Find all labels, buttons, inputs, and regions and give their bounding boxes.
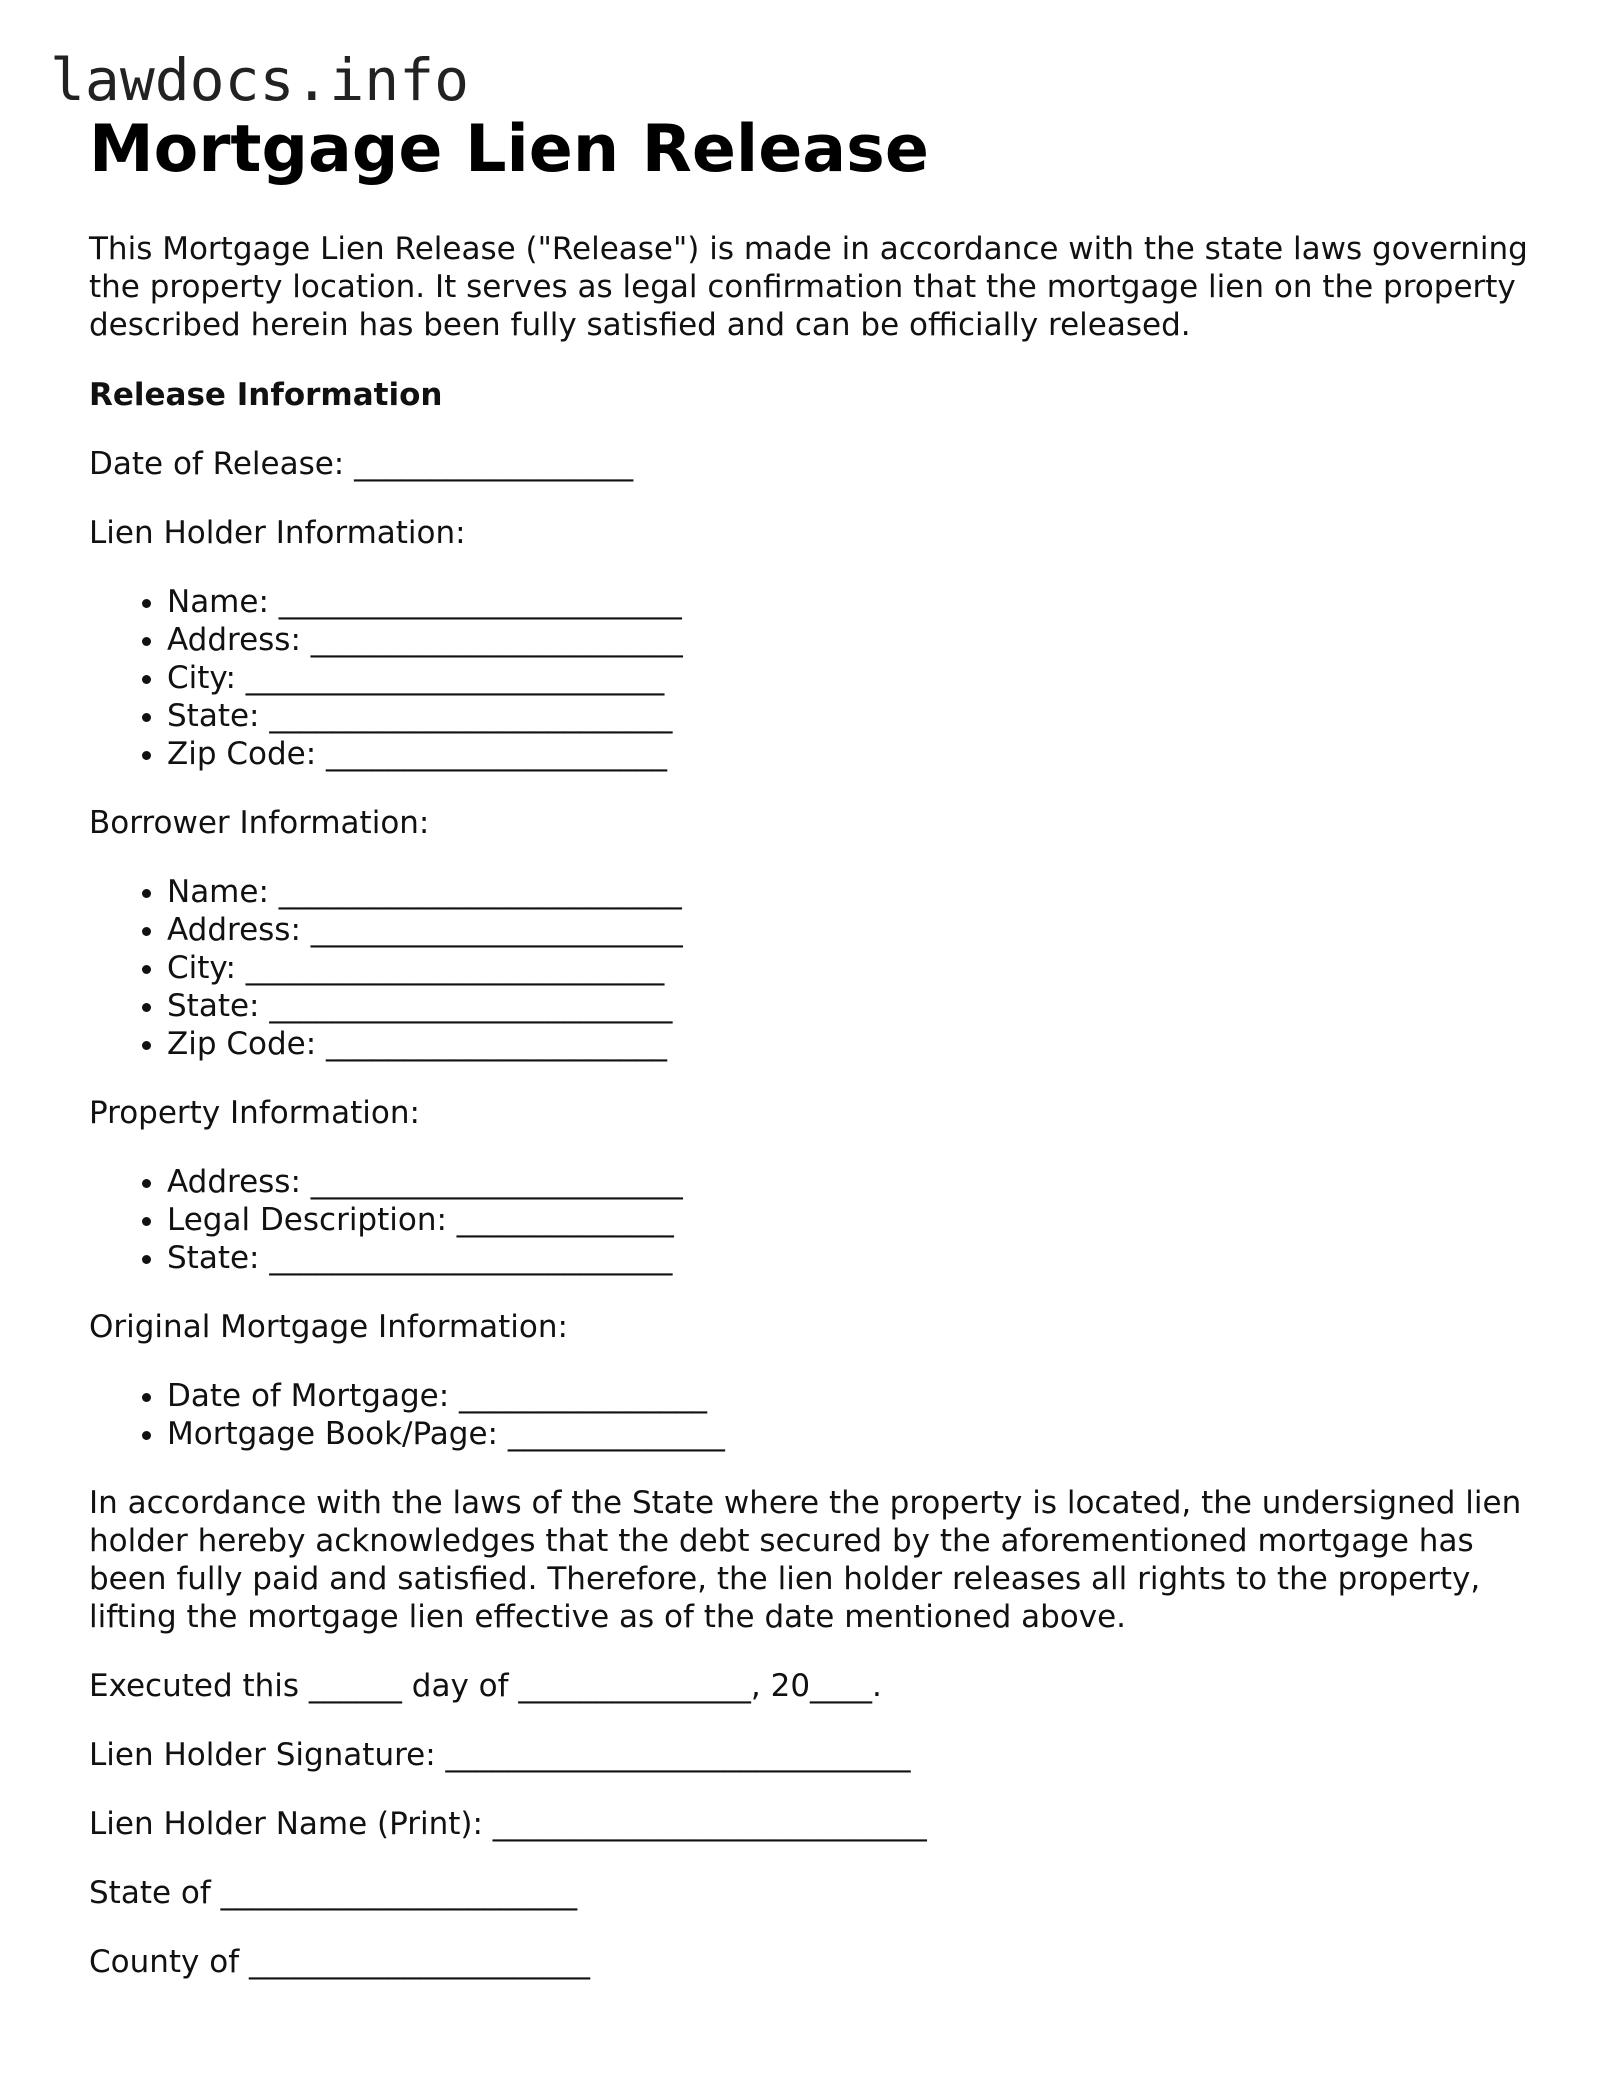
property-address-field: • Address: ________________________ [167,1163,1529,1201]
borrower-zip-field: • Zip Code: ______________________ [167,1025,1529,1063]
print-name-line: Lien Holder Name (Print): ____________________________ [89,1806,927,1842]
borrower-state-field: • State: __________________________ [167,987,1529,1025]
property-label: Property Information: [89,1095,420,1131]
release-info-heading: Release Information [89,377,443,413]
lien-holder-state-field: • State: __________________________ [167,697,1529,735]
borrower-city-field: • City: ___________________________ [167,949,1529,987]
page-title: Mortgage Lien Release [89,112,929,187]
mortgage-list [89,1377,1529,1453]
state-of-line: State of _______________________ [89,1875,578,1911]
mortgage-label: Original Mortgage Information: [89,1309,568,1345]
mortgage-date-field: • Date of Mortgage: ________________ [167,1377,1529,1415]
document [89,112,1529,1981]
borrower-list [89,873,1529,1063]
borrower-name-field: • Name: __________________________ [167,873,1529,911]
county-of-line: County of ______________________ [89,1944,590,1980]
date-of-release-field: Date of Release: __________________ [89,446,634,482]
intro-paragraph: This Mortgage Lien Release ("Release") is made in accordance with the state laws governing the property location. It serves as legal confirmation that the mortgage lien on the property described herein has been fully satisfied and can be officially released. [89,231,1528,343]
lien-holder-list [89,583,1529,773]
property-state-field: • State: __________________________ [167,1239,1529,1277]
signature-line: Lien Holder Signature: ______________________________ [89,1737,911,1773]
mortgage-book-page-field: • Mortgage Book/Page: ______________ [167,1415,1529,1453]
lien-holder-name-field: • Name: __________________________ [167,583,1529,621]
lien-holder-zip-field: • Zip Code: ______________________ [167,735,1529,773]
acknowledgment-paragraph: In accordance with the laws of the State where the property is located, the undersigned lien holder hereby acknowledges that the debt secured by the aforementioned mortgage has been fully paid and satisfied. Therefore, the lien holder releases all rights to the property, lifting the mortgage lien effective as of the date mentioned above. [89,1485,1522,1635]
watermark-logo: lawdocs.info [50,46,470,114]
executed-line: Executed this ______ day of _______________, 20____. [89,1668,882,1704]
lien-holder-address-field: • Address: ________________________ [167,621,1529,659]
property-list [89,1163,1529,1277]
borrower-label: Borrower Information: [89,805,430,841]
property-legal-description-field: • Legal Description: ______________ [167,1201,1529,1239]
lien-holder-city-field: • City: ___________________________ [167,659,1529,697]
borrower-address-field: • Address: ________________________ [167,911,1529,949]
lien-holder-label: Lien Holder Information: [89,515,466,551]
